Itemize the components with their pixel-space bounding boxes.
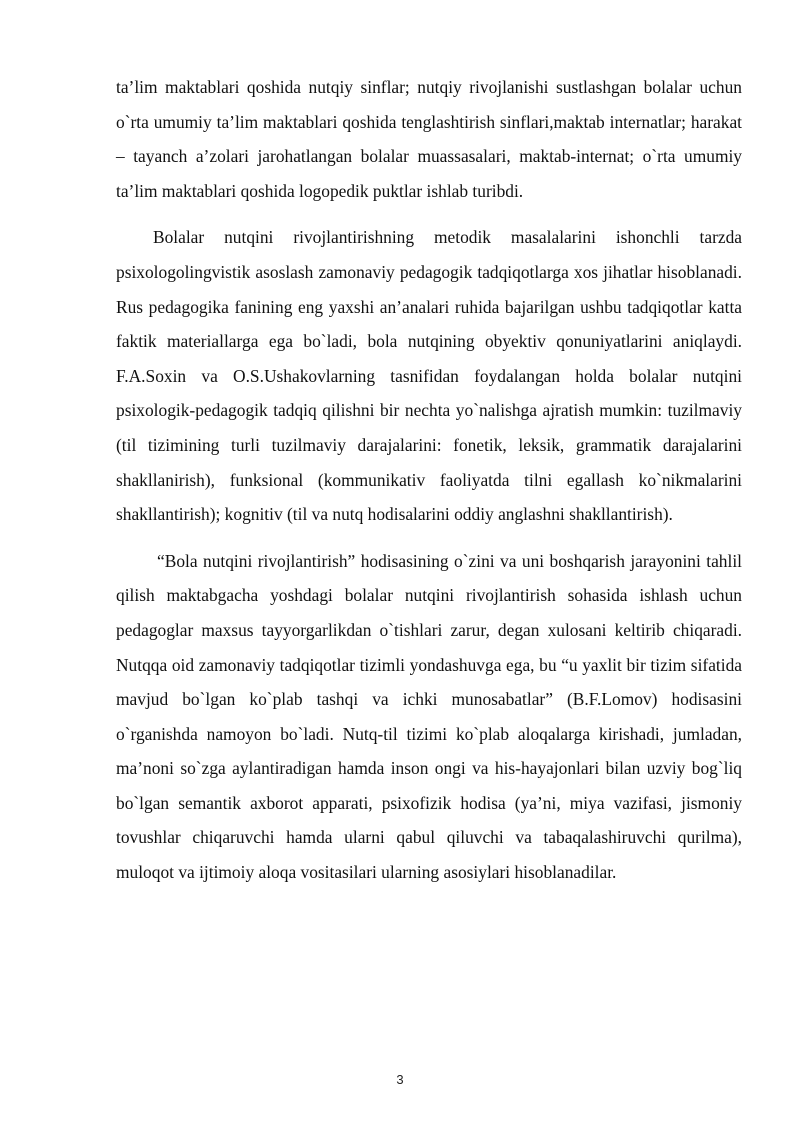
document-body [116,70,742,890]
paragraph-3: “Bola nutqini rivojlantirish” hodisasining o`zini va uni boshqarish jarayonini tahlil qilish maktabgacha yoshdagi bolalar nutqini rivojlantirish sohasida ishlash uchun pedagoglar maxsus tayyorgarlikdan o`tishlari zarur, degan xulosani keltirib chiqaradi. Nutqqa oid zamonaviy tadqiqotlar tizimli yondashuvga ega, bu “u yaxlit bir tizim sifatida mavjud bo`lgan ko`plab tashqi va ichki munosabatlar” (B.F.Lomov) hodisasini o`rganishda namoyon bo`ladi. Nutq-til tizimi ko`plab aloqalarga kirishadi, jumladan, ma’noni so`zga aylantiradigan hamda inson ongi va his-hayajonlari bilan uzviy bog`liq bo`lgan semantik axborot apparati, psixofizik hodisa (ya’ni, miya vazifasi, jismoniy tovushlar chiqaruvchi hamda ularni qabul qiluvchi va tabaqalashiruvchi qurilma), muloqot va ijtimoiy aloqa vositasilari ularning asosiylari hisoblanadilar. [116,550,742,883]
page-number: 3 [396,1072,404,1087]
paragraph-1: ta’lim maktablari qoshida nutqiy sinflar; nutqiy rivojlanishi sustlashgan bolalar uchun o`rta umumiy ta’lim maktablari qoshida tenglashtirish sinflari,maktab internatlar; harakat – tayanch a’zolari jarohatlangan bolalar muassasalari, maktab-internat; o`rta umumiy ta’lim maktablari qoshida logopedik puktlar ishlab turibdi. [116,77,742,201]
paragraph-2: Bolalar nutqini rivojlantirishning metodik masalalarini ishonchli tarzda psixologolingvistik asoslash zamonaviy pedagogik tadqiqotlarga xos jihatlar hisoblanadi. Rus pedagogika fanining eng yaxshi an’analari ruhida bajarilgan ushbu tadqiqotlar katta faktik materiallarga ega bo`ladi, bola nutqining obyektiv qonuniyatlarini aniqlaydi. F.A.Soxin va O.S.Ushakovlarning tasnifidan foydalangan holda bolalar nutqini psixologik-pedagogik tadqiq qilishni bir nechta yo`nalishga ajratish mumkin: tuzilmaviy (til tizimining turli tuzilmaviy darajalarini: fonetik, leksik, grammatik darajalarini shakllanirish), funksional (kommunikativ faoliyatda tilni egallash ko`nikmalarini shakllantirish); kognitiv (til va nutq hodisalarini oddiy anglashni shakllantirish). [116,227,742,525]
